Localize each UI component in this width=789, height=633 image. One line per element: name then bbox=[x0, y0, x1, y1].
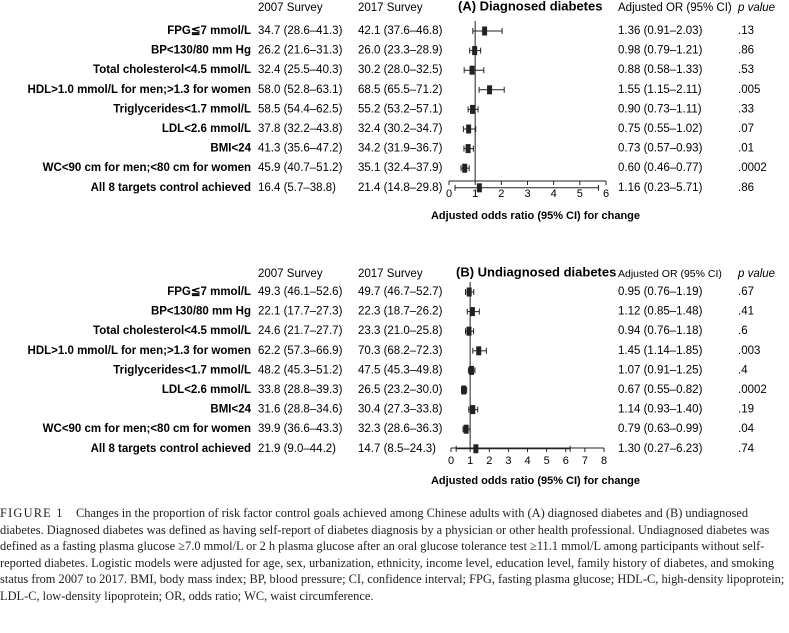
panel-b-row-p: .003 bbox=[738, 344, 761, 357]
panel-a-row-or: 1.16 (0.23–5.71) bbox=[618, 181, 703, 194]
panel-b-header-or: Adjusted OR (95% CI) bbox=[618, 267, 722, 280]
panel-b-row-p: .19 bbox=[738, 403, 754, 416]
panel-b-x-tick-label: 6 bbox=[562, 454, 569, 467]
panel-a-row-p: .33 bbox=[738, 103, 754, 116]
panel-a-row-or: 0.98 (0.79–1.21) bbox=[618, 44, 703, 57]
panel-a-row-or: 0.90 (0.73–1.11) bbox=[618, 103, 702, 116]
panel-a-x-tick-label: 0 bbox=[445, 187, 453, 200]
panel-b-row-or: 0.94 (0.76–1.18) bbox=[618, 325, 703, 338]
panel-b-row-2017: 32.3 (28.6–36.3) bbox=[358, 423, 443, 436]
panel-b-row-2007: 48.2 (45.3–51.2) bbox=[258, 364, 343, 377]
panel-b-point-estimate bbox=[464, 425, 469, 434]
panel-a-row-or: 0.75 (0.55–1.02) bbox=[618, 123, 703, 136]
panel-b-row-p: .0002 bbox=[738, 384, 767, 397]
panel-b-row-or: 0.79 (0.63–0.99) bbox=[618, 423, 703, 436]
panel-a-row-or: 0.88 (0.58–1.33) bbox=[618, 64, 703, 77]
panel-b-row-p: .04 bbox=[738, 423, 754, 436]
panel-a-row-2007: 26.2 (21.6–31.3) bbox=[258, 44, 343, 57]
panel-b-row-or: 1.30 (0.27–6.23) bbox=[618, 442, 703, 455]
panel-b-point-estimate bbox=[466, 327, 471, 336]
panel-b-row-label: Total cholesterol<4.5 mmol/L bbox=[93, 325, 251, 338]
panel-b-x-tick-label: 5 bbox=[543, 454, 550, 467]
panel-a-row-2007: 45.9 (40.7–51.2) bbox=[258, 162, 343, 175]
panel-b-row-2007: 24.6 (21.7–27.7) bbox=[258, 325, 343, 338]
panel-b-row-2007: 33.8 (28.8–39.3) bbox=[258, 384, 343, 397]
panel-b-row-2017: 14.7 (8.5–24.3) bbox=[358, 442, 437, 455]
panel-a-row-2007: 34.7 (28.6–41.3) bbox=[258, 25, 343, 38]
panel-b-row-p: .4 bbox=[738, 364, 748, 377]
panel-b-row-or: 1.45 (1.14–1.85) bbox=[618, 344, 703, 357]
panel-a-title: (A) Diagnosed diabetes bbox=[458, 0, 603, 14]
panel-a-row-2017: 35.1 (32.4–37.9) bbox=[358, 162, 443, 175]
panel-b-title: (B) Undiagnosed diabetes bbox=[456, 264, 617, 280]
panel-a-row-2007: 37.8 (32.2–43.8) bbox=[258, 123, 343, 136]
panel-a-point-estimate bbox=[466, 144, 471, 153]
panel-a-row-2017: 42.1 (37.6–46.8) bbox=[358, 25, 443, 38]
panel-b-row-2007: 31.6 (28.8–34.6) bbox=[258, 403, 343, 416]
panel-a-row-2007: 58.0 (52.8–63.1) bbox=[258, 83, 343, 96]
panel-a-point-estimate bbox=[470, 66, 475, 75]
panel-b-row-label: HDL>1.0 mmol/L for men;>1.3 for women bbox=[27, 344, 251, 357]
panel-a-row-label: Triglycerides<1.7 mmol/L bbox=[113, 103, 251, 116]
panel-a-header-2007: 2007 Survey bbox=[258, 2, 323, 15]
panel-a-row-label: BP<130/80 mm Hg bbox=[150, 44, 251, 57]
panel-b-x-tick-label: 2 bbox=[486, 454, 493, 467]
panel-b-row-2007: 22.1 (17.7–27.3) bbox=[258, 305, 343, 318]
panel-a-row-label: HDL>1.0 mmol/L for men;>1.3 for women bbox=[27, 83, 251, 96]
panel-b-row-label: LDL<2.6 mmol/L bbox=[161, 384, 251, 397]
panel-b-row-label: BP<130/80 mm Hg bbox=[150, 305, 251, 318]
panel-a-point-estimate bbox=[482, 27, 487, 36]
panel-b-x-axis-label: Adjusted odds ratio (95% CI) for change bbox=[430, 474, 641, 487]
panel-a-row-2017: 34.2 (31.9–36.7) bbox=[358, 142, 443, 155]
panel-b-row-label: Triglycerides<1.7 mmol/L bbox=[113, 364, 251, 377]
panel-a-row-2017: 21.4 (14.8–29.8) bbox=[358, 181, 443, 194]
panel-a-row-or: 0.60 (0.46–0.77) bbox=[618, 162, 703, 175]
panel-a-x-tick-label: 4 bbox=[550, 187, 557, 200]
panel-a-row-p: .86 bbox=[738, 44, 754, 57]
panel-b-header-p: p value bbox=[738, 268, 776, 281]
panel-a-row-label: FPG≦7 mmol/L bbox=[167, 25, 251, 38]
panel-b-row-2007: 49.3 (46.1–52.6) bbox=[258, 286, 343, 299]
panel-a-header-or: Adjusted OR (95% CI) bbox=[618, 2, 732, 15]
panel-a-row-p: .005 bbox=[738, 83, 761, 96]
panel-b-row-p: .74 bbox=[738, 442, 754, 455]
panel-a-point-estimate bbox=[472, 46, 477, 55]
panel-b-header-2017: 2017 Survey bbox=[358, 268, 423, 281]
panel-b-row-or: 1.14 (0.93–1.40) bbox=[618, 403, 703, 416]
panel-b-row-2007: 39.9 (36.6–43.3) bbox=[258, 423, 343, 436]
panel-b-row-2017: 30.4 (27.3–33.8) bbox=[358, 403, 443, 416]
panel-b-row-or: 1.12 (0.85–1.48) bbox=[618, 305, 703, 318]
panel-b-x-tick-label: 3 bbox=[505, 454, 512, 467]
panel-a-row-2007: 16.4 (5.7–38.8) bbox=[258, 181, 337, 194]
panel-b-row-2007: 62.2 (57.3–66.9) bbox=[258, 344, 343, 357]
panel-a-row-2007: 58.5 (54.4–62.5) bbox=[258, 103, 343, 116]
panel-b-row-2017: 70.3 (68.2–72.3) bbox=[358, 344, 443, 357]
panel-a-row-label: WC<90 cm for men;<80 cm for women bbox=[42, 162, 251, 175]
panel-a-row-p: .53 bbox=[738, 64, 754, 77]
panel-a-row-label: All 8 targets control achieved bbox=[90, 181, 251, 194]
panel-a-x-tick-label: 3 bbox=[524, 187, 531, 200]
panel-b-row-2017: 49.7 (46.7–52.7) bbox=[358, 286, 443, 299]
panel-b-row-label: FPG≦7 mmol/L bbox=[167, 286, 251, 299]
panel-a-row-2017: 68.5 (65.5–71.2) bbox=[358, 83, 443, 96]
figure-caption-label: FIGURE 1 bbox=[0, 506, 64, 520]
panel-b-row-2017: 26.5 (23.2–30.0) bbox=[358, 384, 443, 397]
panel-a-row-p: .07 bbox=[738, 123, 754, 136]
panel-a-x-axis-label: Adjusted odds ratio (95% CI) for change bbox=[430, 209, 641, 222]
panel-b-header-2007: 2007 Survey bbox=[258, 268, 323, 281]
panel-b-row-or: 0.67 (0.55–0.82) bbox=[618, 384, 703, 397]
panel-a-x-tick-label: 6 bbox=[602, 187, 610, 200]
panel-b-row-2017: 23.3 (21.0–25.8) bbox=[358, 325, 443, 338]
panel-a-row-2017: 55.2 (53.2–57.1) bbox=[358, 103, 443, 116]
panel-b-row-2017: 47.5 (45.3–49.8) bbox=[358, 364, 443, 377]
panel-a-row-label: LDL<2.6 mmol/L bbox=[161, 123, 251, 136]
panel-b-x-tick-label: 4 bbox=[524, 454, 531, 467]
panel-b-x-tick-label: 1 bbox=[467, 454, 474, 467]
panel-a-x-tick-label: 1 bbox=[472, 187, 479, 200]
panel-b-row-or: 0.95 (0.76–1.19) bbox=[618, 286, 703, 299]
panel-b-point-estimate bbox=[470, 307, 475, 316]
panel-a-point-estimate bbox=[487, 85, 492, 94]
figure-caption-text: Changes in the proportion of risk factor control goals achieved among Chinese adults with (A) diagnosed diabetes and (B) undiagnosed diabetes. Diagnosed diabetes was defined as having self-report of diabetes diagnosis by a physician or other health professional. Undiagnosed diabetes was defined as a fasting plasma glucose ≥7.0 mmol/L or 2 h plasma glucose after an oral glucose tolerance test ≥11.1 mmol/L among participants without self-reported diabetes. Logistic models were adjusted for age, sex, urbanization, ethnicity, income level, education level, family history of diabetes, and smoking status from 2007 to 2017. BMI, body mass index; BP, blood pressure; CI, confidence interval; FPG, fasting plasma glucose; HDL-C, high-density lipoprotein; LDL-C, low-density lipoprotein; OR, odds ratio; WC, waist circumference. bbox=[0, 506, 785, 603]
panel-a-row-label: BMI<24 bbox=[210, 142, 251, 155]
panel-a-header-2017: 2017 Survey bbox=[358, 2, 423, 15]
panel-b-point-estimate bbox=[470, 405, 475, 414]
panel-b-row-2017: 22.3 (18.7–26.2) bbox=[358, 305, 443, 318]
panel-a-header-p: p value bbox=[738, 2, 776, 15]
panel-b-row-p: .41 bbox=[738, 305, 754, 318]
panel-a-row-2017: 32.4 (30.2–34.7) bbox=[358, 123, 443, 136]
panel-a-row-2017: 26.0 (23.3–28.9) bbox=[358, 44, 443, 57]
panel-b-row-or: 1.07 (0.91–1.25) bbox=[618, 364, 703, 377]
panel-a-row-p: .01 bbox=[738, 142, 754, 155]
panel-b-row-label: WC<90 cm for men;<80 cm for women bbox=[42, 423, 251, 436]
panel-a-point-estimate bbox=[470, 105, 475, 114]
panel-a-row-label: Total cholesterol<4.5 mmol/L bbox=[93, 64, 251, 77]
figure-caption bbox=[0, 505, 789, 605]
panel-a-row-or: 1.36 (0.91–2.03) bbox=[618, 25, 703, 38]
panel-b-x-tick-label: 8 bbox=[600, 454, 608, 467]
panel-b-row-2007: 21.9 (9.0–44.2) bbox=[258, 442, 337, 455]
panel-b-x-tick-label: 0 bbox=[447, 454, 455, 467]
panel-b-point-estimate bbox=[467, 288, 472, 297]
panel-a-row-2007: 32.4 (25.5–40.3) bbox=[258, 64, 343, 77]
panel-b-row-label: All 8 targets control achieved bbox=[90, 442, 251, 455]
panel-b-row-p: .6 bbox=[738, 325, 748, 338]
panel-b-point-estimate bbox=[461, 386, 466, 395]
panel-a-row-p: .13 bbox=[738, 25, 754, 38]
panel-b-point-estimate bbox=[476, 346, 481, 355]
panel-b-row-label: BMI<24 bbox=[210, 403, 251, 416]
panel-a-row-or: 0.73 (0.57–0.93) bbox=[618, 142, 703, 155]
panel-b-point-estimate bbox=[473, 444, 478, 453]
panel-a-row-2007: 41.3 (35.6–47.2) bbox=[258, 142, 343, 155]
panel-a-point-estimate bbox=[462, 164, 467, 173]
panel-a-row-2017: 30.2 (28.0–32.5) bbox=[358, 64, 443, 77]
panel-a-row-p: .0002 bbox=[738, 162, 767, 175]
panel-b-row-p: .67 bbox=[738, 286, 754, 299]
panel-b-x-tick-label: 7 bbox=[581, 454, 588, 467]
panel-a-x-tick-label: 5 bbox=[576, 187, 583, 200]
panel-a-row-or: 1.55 (1.15–2.11) bbox=[618, 83, 702, 96]
panel-a-row-p: .86 bbox=[738, 181, 754, 194]
panel-a-x-tick-label: 2 bbox=[498, 187, 505, 200]
panel-a-point-estimate bbox=[466, 125, 471, 134]
